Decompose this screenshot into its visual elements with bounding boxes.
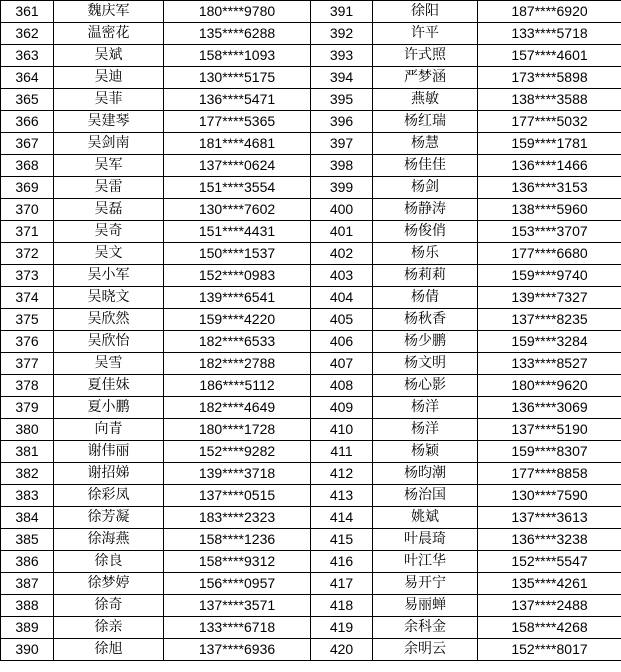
person-name-cell: 徐亲 xyxy=(54,617,164,639)
person-name-cell: 杨少鹏 xyxy=(373,331,478,353)
person-name-cell: 夏佳妹 xyxy=(54,375,164,397)
row-number-cell: 382 xyxy=(1,463,54,485)
phone-number-cell: 137****8235 xyxy=(478,309,621,331)
row-number-cell: 375 xyxy=(1,309,54,331)
person-name-cell: 吴斌 xyxy=(54,45,164,67)
phone-number-cell: 138****5960 xyxy=(478,199,621,221)
person-name-cell: 吴雪 xyxy=(54,353,164,375)
phone-number-cell: 186****5112 xyxy=(164,375,311,397)
table-row xyxy=(1,375,621,397)
person-name-cell: 杨乐 xyxy=(373,243,478,265)
phone-number-cell: 180****1728 xyxy=(164,419,311,441)
roster-body xyxy=(1,1,621,661)
row-number-cell: 416 xyxy=(311,551,373,573)
person-name-cell: 徐阳 xyxy=(373,1,478,23)
person-name-cell: 吴欣怡 xyxy=(54,331,164,353)
phone-number-cell: 180****9620 xyxy=(478,375,621,397)
table-row xyxy=(1,89,621,111)
phone-number-cell: 133****5718 xyxy=(478,23,621,45)
phone-number-cell: 183****2323 xyxy=(164,507,311,529)
row-number-cell: 363 xyxy=(1,45,54,67)
phone-number-cell: 135****6288 xyxy=(164,23,311,45)
row-number-cell: 361 xyxy=(1,1,54,23)
person-name-cell: 吴菲 xyxy=(54,89,164,111)
phone-number-cell: 136****3069 xyxy=(478,397,621,419)
table-row xyxy=(1,287,621,309)
row-number-cell: 395 xyxy=(311,89,373,111)
row-number-cell: 407 xyxy=(311,353,373,375)
table-row xyxy=(1,45,621,67)
phone-number-cell: 152****5547 xyxy=(478,551,621,573)
phone-number-cell: 182****6533 xyxy=(164,331,311,353)
person-name-cell: 杨剑 xyxy=(373,177,478,199)
row-number-cell: 367 xyxy=(1,133,54,155)
person-name-cell: 吴小军 xyxy=(54,265,164,287)
person-name-cell: 吴雷 xyxy=(54,177,164,199)
phone-number-cell: 180****9780 xyxy=(164,1,311,23)
row-number-cell: 364 xyxy=(1,67,54,89)
person-name-cell: 吴欣然 xyxy=(54,309,164,331)
phone-number-cell: 138****3588 xyxy=(478,89,621,111)
phone-number-cell: 182****4649 xyxy=(164,397,311,419)
person-name-cell: 徐海燕 xyxy=(54,529,164,551)
person-name-cell: 谢伟丽 xyxy=(54,441,164,463)
row-number-cell: 381 xyxy=(1,441,54,463)
phone-number-cell: 136****5471 xyxy=(164,89,311,111)
phone-number-cell: 130****5175 xyxy=(164,67,311,89)
phone-number-cell: 137****3613 xyxy=(478,507,621,529)
person-name-cell: 吴晓文 xyxy=(54,287,164,309)
row-number-cell: 408 xyxy=(311,375,373,397)
person-name-cell: 杨文明 xyxy=(373,353,478,375)
row-number-cell: 391 xyxy=(311,1,373,23)
table-row xyxy=(1,23,621,45)
phone-number-cell: 158****4268 xyxy=(478,617,621,639)
table-row xyxy=(1,485,621,507)
table-row xyxy=(1,309,621,331)
phone-number-cell: 130****7590 xyxy=(478,485,621,507)
table-row xyxy=(1,1,621,23)
table-row xyxy=(1,111,621,133)
phone-number-cell: 151****4431 xyxy=(164,221,311,243)
person-name-cell: 易丽蝉 xyxy=(373,595,478,617)
phone-number-cell: 159****1781 xyxy=(478,133,621,155)
person-name-cell: 魏庆军 xyxy=(54,1,164,23)
table-row xyxy=(1,199,621,221)
person-name-cell: 杨秋香 xyxy=(373,309,478,331)
person-name-cell: 吴奇 xyxy=(54,221,164,243)
person-name-cell: 姚斌 xyxy=(373,507,478,529)
person-name-cell: 吴剑南 xyxy=(54,133,164,155)
row-number-cell: 371 xyxy=(1,221,54,243)
phone-number-cell: 137****2488 xyxy=(478,595,621,617)
person-name-cell: 杨俊俏 xyxy=(373,221,478,243)
phone-number-cell: 139****3718 xyxy=(164,463,311,485)
row-number-cell: 417 xyxy=(311,573,373,595)
row-number-cell: 368 xyxy=(1,155,54,177)
phone-number-cell: 159****3284 xyxy=(478,331,621,353)
row-number-cell: 418 xyxy=(311,595,373,617)
person-name-cell: 叶晨琦 xyxy=(373,529,478,551)
table-row xyxy=(1,265,621,287)
phone-number-cell: 177****6680 xyxy=(478,243,621,265)
row-number-cell: 377 xyxy=(1,353,54,375)
table-row xyxy=(1,133,621,155)
person-name-cell: 燕敏 xyxy=(373,89,478,111)
row-number-cell: 402 xyxy=(311,243,373,265)
phone-number-cell: 133****6718 xyxy=(164,617,311,639)
person-name-cell: 易开宁 xyxy=(373,573,478,595)
phone-number-cell: 137****5190 xyxy=(478,419,621,441)
phone-number-cell: 139****7327 xyxy=(478,287,621,309)
table-row xyxy=(1,177,621,199)
phone-number-cell: 177****8858 xyxy=(478,463,621,485)
table-row xyxy=(1,573,621,595)
phone-number-cell: 152****9282 xyxy=(164,441,311,463)
row-number-cell: 400 xyxy=(311,199,373,221)
phone-number-cell: 130****7602 xyxy=(164,199,311,221)
phone-number-cell: 137****6936 xyxy=(164,639,311,661)
phone-number-cell: 159****9740 xyxy=(478,265,621,287)
phone-number-cell: 156****0957 xyxy=(164,573,311,595)
person-name-cell: 吴文 xyxy=(54,243,164,265)
person-name-cell: 杨静涛 xyxy=(373,199,478,221)
row-number-cell: 413 xyxy=(311,485,373,507)
person-name-cell: 严梦涵 xyxy=(373,67,478,89)
person-name-cell: 杨洋 xyxy=(373,397,478,419)
row-number-cell: 380 xyxy=(1,419,54,441)
person-name-cell: 向青 xyxy=(54,419,164,441)
row-number-cell: 370 xyxy=(1,199,54,221)
phone-number-cell: 158****1093 xyxy=(164,45,311,67)
person-name-cell: 夏小鹏 xyxy=(54,397,164,419)
row-number-cell: 412 xyxy=(311,463,373,485)
phone-number-cell: 133****8527 xyxy=(478,353,621,375)
person-name-cell: 杨慧 xyxy=(373,133,478,155)
phone-number-cell: 135****4261 xyxy=(478,573,621,595)
phone-number-cell: 139****6541 xyxy=(164,287,311,309)
person-name-cell: 杨洋 xyxy=(373,419,478,441)
person-name-cell: 徐梦婷 xyxy=(54,573,164,595)
row-number-cell: 389 xyxy=(1,617,54,639)
table-row xyxy=(1,353,621,375)
row-number-cell: 366 xyxy=(1,111,54,133)
phone-number-cell: 153****3707 xyxy=(478,221,621,243)
phone-number-cell: 159****4220 xyxy=(164,309,311,331)
row-number-cell: 415 xyxy=(311,529,373,551)
person-name-cell: 吴军 xyxy=(54,155,164,177)
row-number-cell: 372 xyxy=(1,243,54,265)
phone-number-cell: 187****6920 xyxy=(478,1,621,23)
row-number-cell: 399 xyxy=(311,177,373,199)
person-name-cell: 徐芳凝 xyxy=(54,507,164,529)
person-name-cell: 杨治国 xyxy=(373,485,478,507)
phone-number-cell: 157****4601 xyxy=(478,45,621,67)
row-number-cell: 393 xyxy=(311,45,373,67)
person-name-cell: 徐良 xyxy=(54,551,164,573)
phone-number-cell: 181****4681 xyxy=(164,133,311,155)
row-number-cell: 378 xyxy=(1,375,54,397)
person-name-cell: 吴磊 xyxy=(54,199,164,221)
person-name-cell: 余明云 xyxy=(373,639,478,661)
table-row xyxy=(1,67,621,89)
table-row xyxy=(1,331,621,353)
phone-number-cell: 136****3153 xyxy=(478,177,621,199)
table-row xyxy=(1,243,621,265)
row-number-cell: 362 xyxy=(1,23,54,45)
person-name-cell: 吴建琴 xyxy=(54,111,164,133)
row-number-cell: 394 xyxy=(311,67,373,89)
person-name-cell: 徐彩凤 xyxy=(54,485,164,507)
table-row xyxy=(1,221,621,243)
row-number-cell: 398 xyxy=(311,155,373,177)
phone-number-cell: 137****0624 xyxy=(164,155,311,177)
phone-number-cell: 173****5898 xyxy=(478,67,621,89)
row-number-cell: 388 xyxy=(1,595,54,617)
person-name-cell: 杨红瑞 xyxy=(373,111,478,133)
row-number-cell: 414 xyxy=(311,507,373,529)
row-number-cell: 376 xyxy=(1,331,54,353)
table-row xyxy=(1,617,621,639)
table-row xyxy=(1,507,621,529)
person-name-cell: 温密花 xyxy=(54,23,164,45)
phone-number-cell: 177****5365 xyxy=(164,111,311,133)
table-row xyxy=(1,595,621,617)
table-row xyxy=(1,397,621,419)
person-name-cell: 许式照 xyxy=(373,45,478,67)
row-number-cell: 379 xyxy=(1,397,54,419)
phone-number-cell: 137****0515 xyxy=(164,485,311,507)
table-row xyxy=(1,441,621,463)
row-number-cell: 385 xyxy=(1,529,54,551)
phone-number-cell: 152****0983 xyxy=(164,265,311,287)
person-name-cell: 余科金 xyxy=(373,617,478,639)
row-number-cell: 374 xyxy=(1,287,54,309)
row-number-cell: 420 xyxy=(311,639,373,661)
phone-number-cell: 137****3571 xyxy=(164,595,311,617)
person-name-cell: 杨颖 xyxy=(373,441,478,463)
row-number-cell: 387 xyxy=(1,573,54,595)
table-row xyxy=(1,529,621,551)
person-name-cell: 杨昀潮 xyxy=(373,463,478,485)
row-number-cell: 365 xyxy=(1,89,54,111)
phone-number-cell: 152****8017 xyxy=(478,639,621,661)
phone-number-cell: 158****9312 xyxy=(164,551,311,573)
row-number-cell: 401 xyxy=(311,221,373,243)
table-row xyxy=(1,463,621,485)
phone-number-cell: 136****3238 xyxy=(478,529,621,551)
phone-number-cell: 151****3554 xyxy=(164,177,311,199)
table-row xyxy=(1,155,621,177)
person-name-cell: 吴迪 xyxy=(54,67,164,89)
person-name-cell: 杨佳佳 xyxy=(373,155,478,177)
row-number-cell: 396 xyxy=(311,111,373,133)
row-number-cell: 404 xyxy=(311,287,373,309)
row-number-cell: 383 xyxy=(1,485,54,507)
row-number-cell: 390 xyxy=(1,639,54,661)
phone-number-cell: 158****1236 xyxy=(164,529,311,551)
phone-number-cell: 150****1537 xyxy=(164,243,311,265)
row-number-cell: 406 xyxy=(311,331,373,353)
phone-number-cell: 136****1466 xyxy=(478,155,621,177)
table-row xyxy=(1,551,621,573)
table-row xyxy=(1,639,621,661)
person-name-cell: 徐旭 xyxy=(54,639,164,661)
person-name-cell: 徐奇 xyxy=(54,595,164,617)
row-number-cell: 405 xyxy=(311,309,373,331)
row-number-cell: 397 xyxy=(311,133,373,155)
person-name-cell: 谢招娣 xyxy=(54,463,164,485)
row-number-cell: 410 xyxy=(311,419,373,441)
row-number-cell: 419 xyxy=(311,617,373,639)
table-row xyxy=(1,419,621,441)
row-number-cell: 392 xyxy=(311,23,373,45)
row-number-cell: 373 xyxy=(1,265,54,287)
row-number-cell: 369 xyxy=(1,177,54,199)
row-number-cell: 403 xyxy=(311,265,373,287)
person-name-cell: 杨心影 xyxy=(373,375,478,397)
row-number-cell: 384 xyxy=(1,507,54,529)
person-name-cell: 许平 xyxy=(373,23,478,45)
person-name-cell: 杨莉莉 xyxy=(373,265,478,287)
phone-number-cell: 159****8307 xyxy=(478,441,621,463)
phone-number-cell: 182****2788 xyxy=(164,353,311,375)
row-number-cell: 409 xyxy=(311,397,373,419)
person-name-cell: 叶江华 xyxy=(373,551,478,573)
row-number-cell: 411 xyxy=(311,441,373,463)
person-name-cell: 杨倩 xyxy=(373,287,478,309)
phone-number-cell: 177****5032 xyxy=(478,111,621,133)
row-number-cell: 386 xyxy=(1,551,54,573)
